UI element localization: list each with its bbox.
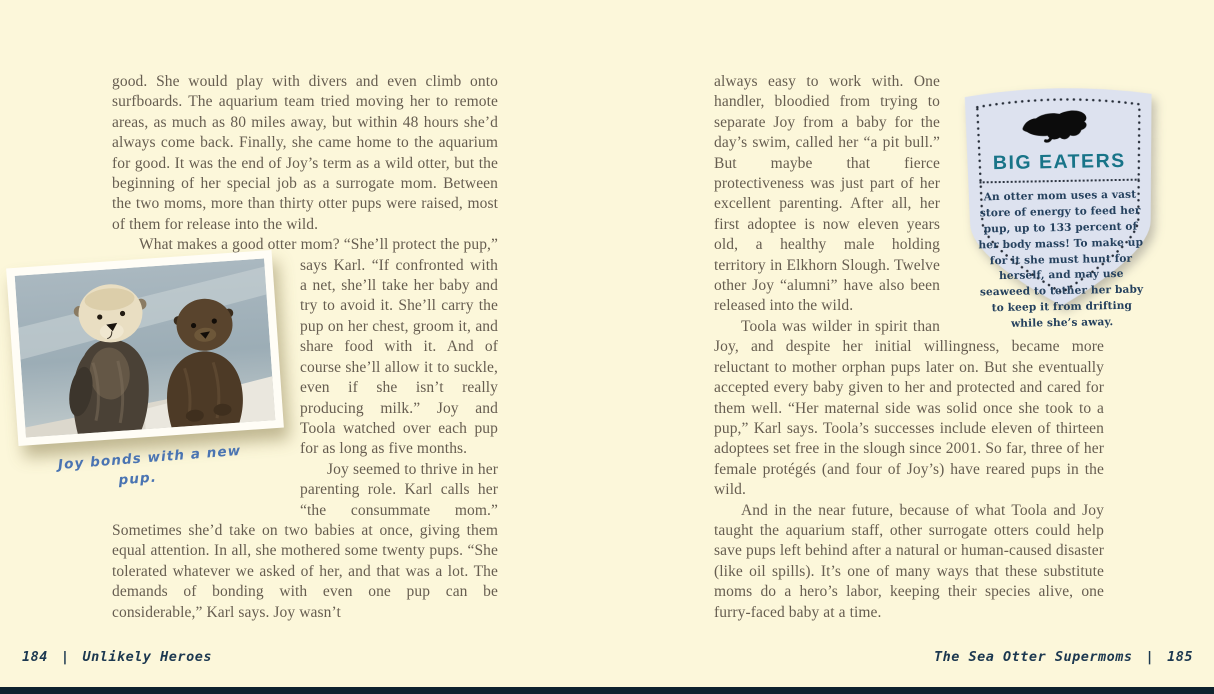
bottom-edge-bar: [0, 687, 1214, 694]
page-number-right: 185: [1167, 649, 1193, 665]
badge-title: BIG EATERS: [992, 149, 1126, 175]
paragraph: [714, 72, 1144, 330]
big-eaters-badge: [952, 76, 1168, 330]
paragraph-text: What makes a good otter mom? “She’ll protect the pup,” says: [139, 236, 498, 274]
paragraph: [57, 235, 498, 489]
chapter-title: The Sea Otter Supermoms: [934, 649, 1133, 665]
page-left: [57, 72, 498, 623]
paragraph-text: Karl. “If confronted with a net, she’ll take her baby and try to avoid it. She’ll carry the pup on her chest, groom it, and share food with it. And of course she’ll allow it to suckle, even if she isn’t really producing milk.” Joy and Toola watched over each pup for as long as five months.: [300, 256, 498, 458]
footer-right: [934, 649, 1193, 665]
page-number-left: 184: [22, 649, 48, 665]
badge-body-text: An otter mom uses a vast store of energy to feed her pup, up to 133 percent of her body mass! To make up for it she must hunt for herself, and may use seaweed to tether her baby to keep it from drifting while she’s away.: [978, 188, 1144, 330]
paragraph: good. She would play with divers and even climb onto surfboards. The aquarium team tried moving her to remote areas, as much as 80 miles away, but within 48 hours she’d always come back. Finally, she came home to the aquarium for good. It was the end of Joy’s term as a wild otter, but the beginning of her special job as a surrogate mom. Between the two moms, more than thirty otter pups were raised, most of them for release into the wild.: [112, 73, 498, 233]
paragraph: Toola was wilder in spirit than Joy, and despite her initial willingness, became more reluctant to mother orphan pups later on. But she eventually accepted every baby given to her and protected and cared for them well. “Her maternal side was solid once she took to a pup,” Karl says. Toola’s successes include eleven of thirteen adoptees set free in the slough since 2001. So far, three of her female protégés (and four of Joy’s) have reared pups in the wild.: [714, 317, 1104, 499]
paragraph: And in the near future, because of what Toola and Joy taught the aquarium staff, other surrogate otters could help save pups left behind after a natural or human-caused disaster (like oil spills). It’s one of many ways that these substitute moms do a hero’s labor, keeping their species alive, one furry-faced baby at a time.: [714, 501, 1104, 621]
footer-separator: |: [1145, 649, 1155, 665]
photo-caption: Joy bonds with a new pup.: [57, 442, 242, 489]
paragraph: Joy seemed to thrive in her parenting role. Karl calls her “the consummate mom.” Sometimes she’d take on two babies at once, giving them equal attention. In all, she mothered some twenty pups. “She tolerated whatever we asked of her, and that was a lot. The demands of bonding with even one pup can be considerable,” Karl says. Joy wasn’t: [112, 460, 498, 621]
otters-photo: [6, 250, 284, 446]
footer-separator: |: [60, 649, 70, 665]
book-title: Unlikely Heroes: [82, 649, 212, 665]
photo-block: [12, 259, 278, 501]
otters-photo-art: [15, 258, 276, 437]
paragraph-text: always easy to work with. One handler, bloodied from trying to separate Joy from a baby for the day’s swim, called her “a pit bull.” But maybe that fierce protectiveness was just part of her excellent parenting. After all, her first adoptee is now eleven years old, a healthy male holding territory in Elkhorn Slough. Twelve other Joy “alumni” have also been released into the wild.: [714, 73, 940, 315]
footer-left: [22, 649, 212, 665]
page-right: [714, 72, 1144, 623]
